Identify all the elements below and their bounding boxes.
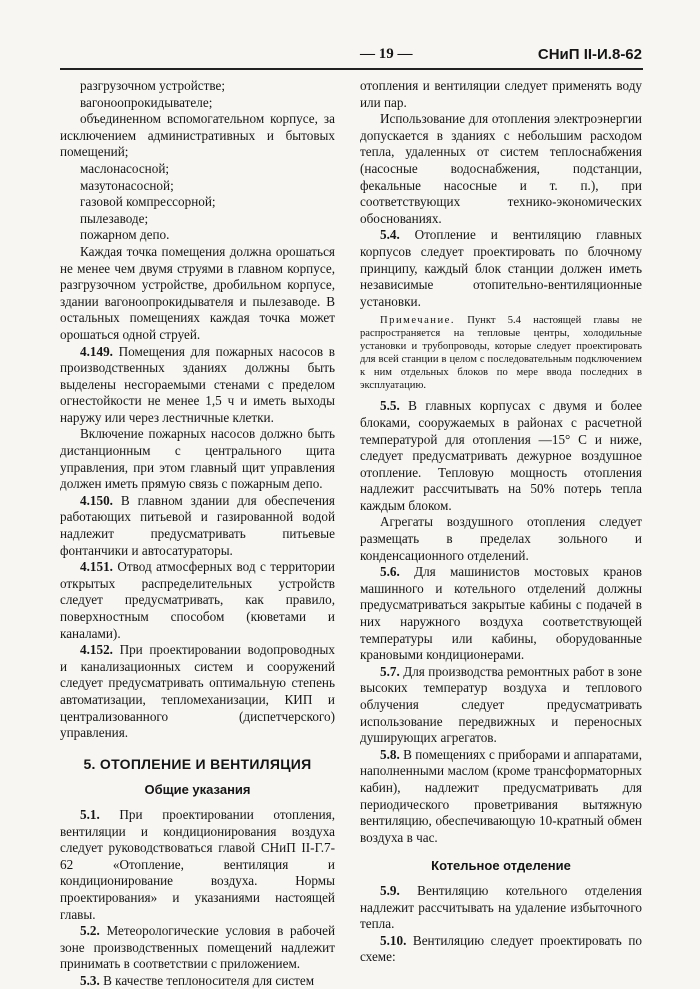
subsection-title: Общие указания <box>144 782 251 798</box>
paragraph-5-10 <box>360 933 642 966</box>
note-label: Примечание. <box>380 315 455 327</box>
paragraph: Использование для отопления электроэнергии допускается в зданиях с небольшим расходом тепла, удаленных от систем теплоснабжения (насосные водоснабжения, подстанции, фекальные насосные и т. п.), при соответствующих технико-экономических обоснованиях. <box>360 111 642 226</box>
list-item: маслонасосной; <box>80 160 170 176</box>
list-item: вагоноопрокидывателе; <box>80 94 213 110</box>
paragraph-5-9 <box>360 883 642 933</box>
paragraph: Агрегаты воздушного отопления следует размещать в пределах зольного и конденсационного отделений. <box>360 514 642 563</box>
clause-text: Для производства ремонтных работ в зоне высоких температур воздуха и теплового облучения следует предусматривать использование передвижных и переносных душирующих агрегатов. <box>360 663 642 746</box>
paragraph-5-7 <box>360 664 642 747</box>
clause-number: 5.7. <box>380 663 400 679</box>
list-item: объединенном вспомогательном корпусе, за исключением административных и бытовых помещений; <box>60 111 335 160</box>
list-item: мазутонасосной; <box>80 177 174 193</box>
clause-number: 4.149. <box>80 343 113 359</box>
clause-number: 5.6. <box>380 564 400 580</box>
clause-number: 5.3. <box>80 972 100 988</box>
paragraph-5-8 <box>360 747 642 847</box>
paragraph-5-3-continued: отопления и вентиляции следует применять воду или пар. <box>360 78 642 110</box>
clause-number: 4.151. <box>80 559 113 575</box>
paragraph-5-4 <box>360 227 642 310</box>
clause-text: В главном здании для обеспечения работающих питьевой и газированной водой надлежит предусматривать питьевые фонтанчики и автосатураторы. <box>60 492 335 558</box>
list-item: пылезаводе; <box>80 210 149 226</box>
page-number: — 19 — <box>360 46 413 62</box>
paragraph-4-152 <box>60 642 335 742</box>
paragraph: Каждая точка помещения должна орошаться не менее чем двумя струями в главном корпусе, разгрузочном устройстве, дробильном корпусе, здании вагоноопрокидывателя и пылезаводе. В остальных помещениях каждая точка может орошаться одной струей. <box>60 243 335 342</box>
clause-text: При проектировании отопления, вентиляции и кондиционирования воздуха следует руководствоваться главой СНиП II-Г.7-62 «Отопление, вентиляция и кондиционирование воздуха. Нормы проектирования» и указаниями настоящей главы. <box>60 806 335 922</box>
subsection-title: Котельное отделение <box>431 858 571 874</box>
list-item: пожарном депо. <box>80 227 170 243</box>
clause-text: Помещения для пожарных насосов в производственных зданиях должны быть выделены несгораемыми стенами с пределом огнестойкости не менее 1,5 ч и иметь выходы наружу или через лестничные клетки. <box>60 343 335 425</box>
header-rule <box>60 68 643 70</box>
spacer <box>360 846 642 852</box>
clause-text: В качестве теплоносителя для систем <box>99 972 315 988</box>
clause-text: Для машинистов мостовых кранов машинного и котельного отделений должны предусматриваться закрытые кабины с подачей в них наружного воздуха соответствующей температуры или кабины, оборудованные крановыми кондиционерами. <box>360 564 642 663</box>
list-item: разгрузочном устройстве; <box>80 78 226 93</box>
paragraph-5-3 <box>60 973 335 989</box>
clause-number: 5.4. <box>380 227 400 243</box>
clause-number: 4.150. <box>80 492 113 508</box>
clause-text: В помещениях с приборами и аппаратами, наполненными маслом (кроме трансформаторных кабин), надлежит предусматривать для периодического проветривания вытяжную вентиляцию, обеспечивающую 10-кратный обмен воздуха в час. <box>360 746 642 845</box>
paragraph-5-5 <box>360 398 642 514</box>
paragraph-5-6 <box>360 564 642 664</box>
right-column <box>360 78 642 966</box>
section-title: 5. ОТОПЛЕНИЕ И ВЕНТИЛЯЦИЯ <box>83 755 312 772</box>
paragraph-4-149 <box>60 344 335 427</box>
clause-number: 4.152. <box>80 642 113 658</box>
clause-number: 5.8. <box>380 746 400 762</box>
clause-number: 5.10. <box>380 932 407 948</box>
clause-text: Отвод атмосферных вод с территории открытых распределительных устройств следует предусматривать, как правило, поверхностным способом (кюветами и каналами). <box>60 559 335 641</box>
page-header <box>60 46 642 68</box>
clause-text: В главных корпусах с двумя и более блоками, сооружаемых в районах с расчетной температурой для отопления —15° С и ниже, следует предусматривать дежурное воздушное отопление. Тепловую мощность отопления надлежит рассчитывать на 50% потерь тепла каждым блоком. <box>360 398 642 513</box>
document-code: СНиП II-И.8-62 <box>537 46 642 63</box>
paragraph-4-151 <box>60 559 335 642</box>
clause-number: 5.5. <box>380 398 400 414</box>
note <box>360 314 642 392</box>
paragraph-5-1 <box>60 807 335 923</box>
clause-text: Вентиляцию следует проектировать по схеме: <box>360 932 642 965</box>
paragraph-5-2 <box>60 923 335 973</box>
paragraph-4-150 <box>60 493 335 559</box>
clause-number: 5.9. <box>380 882 400 898</box>
clause-text: При проектировании водопроводных и канализационных систем и сооружений следует предусматривать оптимальную степень автоматизации, тепломеханизации, КИП и централизованного (диспетчерского) управления. <box>60 642 335 741</box>
left-column <box>60 78 335 989</box>
list-item: газовой компрессорной; <box>80 194 216 210</box>
clause-text: Метеорологические условия в рабочей зоне производственных помещений надлежит принимать в соответствии с приложением. <box>60 923 335 972</box>
clause-number: 5.1. <box>80 806 100 822</box>
clause-text: Отопление и вентиляцию главных корпусов следует проектировать по блочному принципу, каждый блок станции должен иметь независимые отопительно-вентиляционные установки. <box>360 227 642 309</box>
paragraph: Включение пожарных насосов должно быть дистанционным с центрального щита управления, при этом главный щит управления должен иметь прямую связь с пожарным депо. <box>60 426 335 492</box>
clause-number: 5.2. <box>80 923 100 939</box>
note-text: Пункт 5.4 настоящей главы не распространяется на тепловые центры, холодильные установки и трубопроводы, которые следует проектировать для всей станции в целом с последовательным подключением к ним отдельных блоков по мере ввода последних в эксплуатацию. <box>360 315 642 392</box>
clause-text: Вентиляцию котельного отделения надлежит рассчитывать на удаление избыточного тепла. <box>360 882 642 932</box>
